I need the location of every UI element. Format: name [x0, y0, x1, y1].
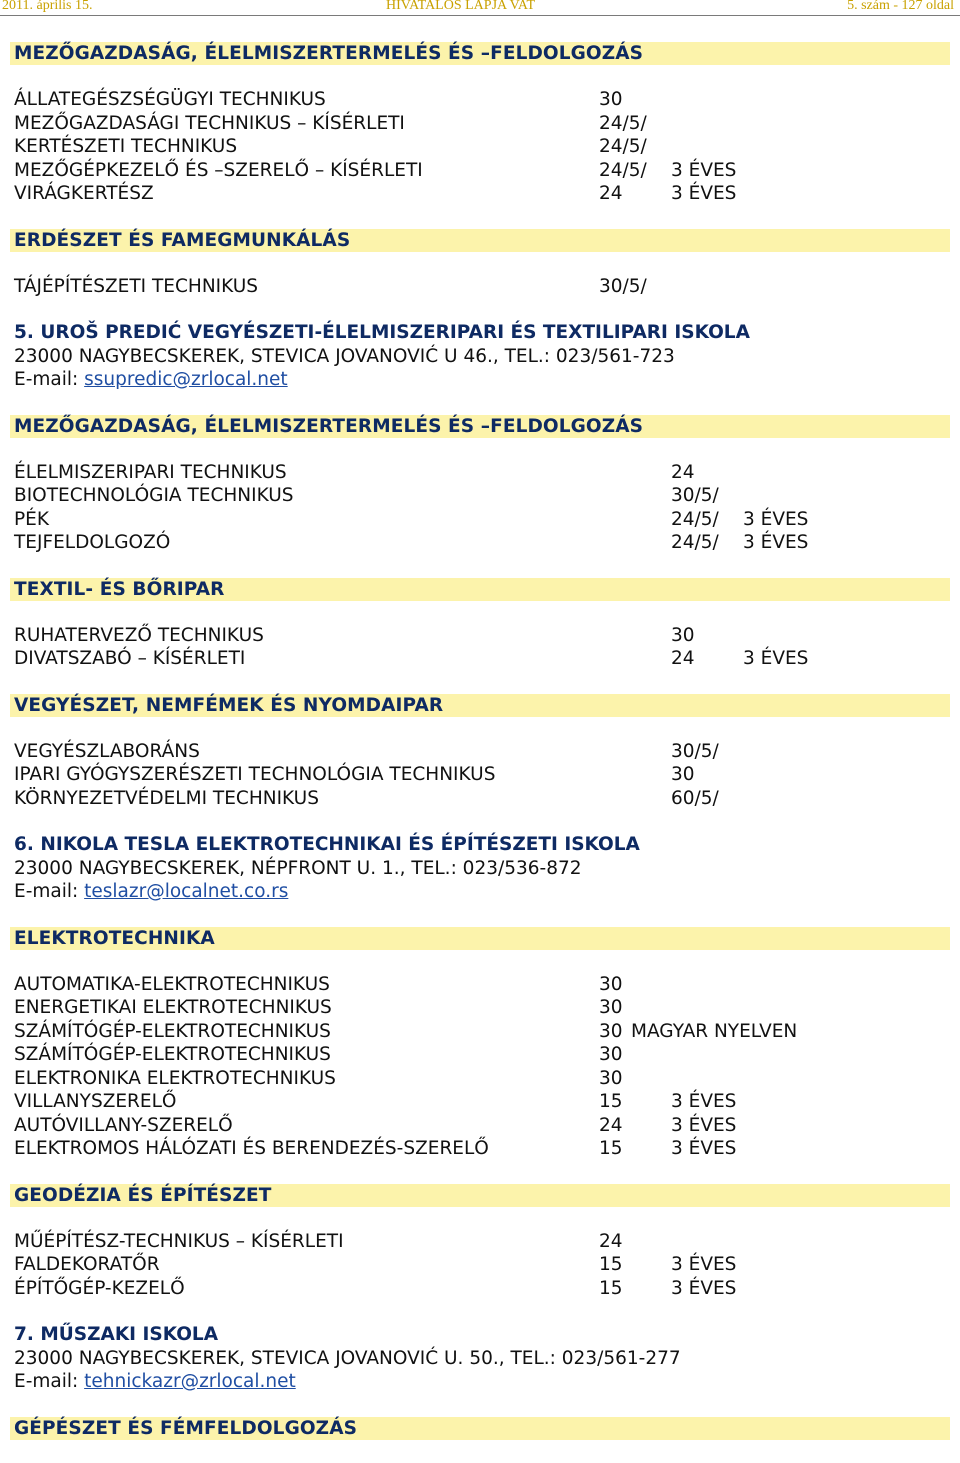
program-quota: 24: [599, 1114, 623, 1136]
school-name: 7. MŰSZAKI ISKOLA: [14, 1324, 219, 1345]
list-item: [10, 763, 950, 787]
school-name: 6. NIKOLA TESLA ELEKTROTECHNIKAI ÉS ÉPÍTÉSZETI ISKOLA: [14, 834, 640, 855]
email-link[interactable]: ssupredic@zrlocal.net: [84, 369, 288, 390]
program-quota: 24/5/: [671, 508, 719, 530]
list-item: [10, 1230, 950, 1254]
list-item: [10, 461, 950, 485]
program-name: IPARI GYÓGYSZERÉSZETI TECHNOLÓGIA TECHNIKUS: [14, 764, 496, 785]
program-note: 3 ÉVES: [671, 159, 737, 181]
program-quota: 30: [599, 1044, 623, 1065]
list-item: [10, 1277, 950, 1301]
program-quota: 24/5/: [599, 136, 647, 157]
list-item: [10, 182, 950, 206]
program-quota: 24: [599, 1230, 623, 1252]
program-quota: 24: [671, 648, 695, 669]
list-item: [10, 531, 950, 555]
program-quota: 24: [599, 183, 623, 204]
program-quota: 24: [671, 461, 695, 483]
list-item: [10, 88, 950, 112]
program-name: AUTOMATIKA-ELEKTROTECHNIKUS: [14, 973, 330, 995]
list-item: [10, 1253, 950, 1277]
program-quota: 24/5/: [599, 112, 647, 134]
program-name: MŰÉPÍTÉSZ-TECHNIKUS – KÍSÉRLETI: [14, 1230, 344, 1252]
email-label: E-mail:: [14, 881, 85, 902]
list-item: [10, 1020, 950, 1044]
list-item: [10, 135, 950, 159]
list-item: [10, 1043, 950, 1067]
page-header: [0, 0, 960, 15]
header-divider: [0, 15, 960, 16]
program-quota: 30: [671, 624, 695, 646]
program-name: RUHATERVEZŐ TECHNIKUS: [14, 624, 264, 646]
program-note: 3 ÉVES: [743, 532, 809, 553]
header-page-number: 5. szám - 127 oldal: [847, 0, 954, 13]
list-item: [10, 1090, 950, 1114]
program-quota: 24/5/: [671, 532, 719, 553]
list-item: [10, 996, 950, 1020]
program-name: TÁJÉPÍTÉSZETI TECHNIKUS: [14, 275, 259, 297]
list-item: [10, 624, 950, 648]
program-name: PÉK: [14, 508, 49, 530]
section-heading: TEXTIL- ÉS BŐRIPAR: [10, 578, 950, 601]
program-name: ELEKTRONIKA ELEKTROTECHNIKUS: [14, 1067, 336, 1089]
program-quota: 30: [599, 1067, 623, 1089]
list-item: [10, 275, 950, 299]
email-link[interactable]: teslazr@localnet.co.rs: [84, 881, 289, 902]
school-address: 23000 NAGYBECSKEREK, STEVICA JOVANOVIĆ U. 50., TEL.: 023/561-277: [14, 1347, 681, 1369]
program-note: 3 ÉVES: [671, 1254, 737, 1275]
program-note: MAGYAR NYELVEN: [631, 1020, 798, 1042]
list-item: [10, 484, 950, 508]
list-item: [10, 973, 950, 997]
program-name: KÖRNYEZETVÉDELMI TECHNIKUS: [14, 787, 319, 809]
program-name: ENERGETIKAI ELEKTROTECHNIKUS: [14, 997, 332, 1018]
program-name: MEZŐGÉPKEZELŐ ÉS –SZERELŐ – KÍSÉRLETI: [14, 159, 423, 181]
email-link[interactable]: tehnickazr@zrlocal.net: [84, 1371, 296, 1392]
school-email: [10, 1370, 950, 1394]
section-heading: MEZŐGAZDASÁG, ÉLELMISZERTERMELÉS ÉS –FELDOLGOZÁS: [10, 415, 950, 438]
school-address: 23000 NAGYBECSKEREK, NÉPFRONT U. 1., TEL.: 023/536-872: [14, 857, 582, 879]
program-quota: 15: [599, 1091, 623, 1112]
list-item: [10, 508, 950, 532]
program-note: 3 ÉVES: [671, 1277, 737, 1299]
program-name: FALDEKORATŐR: [14, 1254, 160, 1275]
program-quota: 30: [599, 89, 623, 110]
program-name: AUTÓVILLANY-SZERELŐ: [14, 1114, 233, 1136]
program-note: 3 ÉVES: [743, 648, 809, 669]
school-name: 5. UROŠ PREDIĆ VEGYÉSZETI-ÉLELMISZERIPARI ÉS TEXTILIPARI ISKOLA: [14, 322, 750, 343]
program-quota: 60/5/: [671, 787, 719, 809]
program-name: VEGYÉSZLABORÁNS: [14, 740, 200, 762]
program-quota: 30: [599, 997, 623, 1018]
program-name: DIVATSZABÓ – KÍSÉRLETI: [14, 648, 246, 669]
program-name: VIRÁGKERTÉSZ: [14, 183, 154, 204]
section-heading: GEODÉZIA ÉS ÉPÍTÉSZET: [10, 1184, 950, 1207]
program-note: 3 ÉVES: [671, 1114, 737, 1136]
list-item: [10, 1137, 950, 1161]
program-name: BIOTECHNOLÓGIA TECHNIKUS: [14, 485, 294, 506]
program-quota: 15: [599, 1254, 623, 1275]
program-note: 3 ÉVES: [671, 1091, 737, 1112]
program-quota: 30/5/: [599, 275, 647, 297]
program-name: TEJFELDOLGOZÓ: [14, 532, 171, 553]
list-item: [10, 1114, 950, 1138]
list-item: [10, 112, 950, 136]
list-item: [10, 787, 950, 811]
program-note: 3 ÉVES: [671, 1138, 737, 1159]
program-quota: 30: [599, 973, 623, 995]
school-email: [10, 368, 950, 392]
list-item: [10, 740, 950, 764]
section-heading: GÉPÉSZET ÉS FÉMFELDOLGOZÁS: [10, 1417, 950, 1440]
section-heading: ELEKTROTECHNIKA: [10, 927, 950, 950]
program-name: ÉPÍTŐGÉP-KEZELŐ: [14, 1277, 185, 1299]
school-email: [10, 880, 950, 904]
program-quota: 15: [599, 1138, 623, 1159]
program-name: SZÁMÍTÓGÉP-ELEKTROTECHNIKUS: [14, 1020, 331, 1042]
program-quota: 15: [599, 1277, 623, 1299]
program-name: KERTÉSZETI TECHNIKUS: [14, 136, 238, 157]
program-note: 3 ÉVES: [743, 508, 809, 530]
section-heading: ERDÉSZET ÉS FAMEGMUNKÁLÁS: [10, 229, 950, 252]
program-name: MEZŐGAZDASÁGI TECHNIKUS – KÍSÉRLETI: [14, 112, 405, 134]
section-heading: VEGYÉSZET, NEMFÉMEK ÉS NYOMDAIPAR: [10, 694, 950, 717]
program-quota: 30/5/: [671, 485, 719, 506]
program-name: SZÁMÍTÓGÉP-ELEKTROTECHNIKUS: [14, 1044, 331, 1065]
program-quota: 30: [671, 764, 695, 785]
program-quota: 24/5/: [599, 159, 647, 181]
program-name: VILLANYSZERELŐ: [14, 1091, 177, 1112]
school-address: 23000 NAGYBECSKEREK, STEVICA JOVANOVIĆ U 46., TEL.: 023/561-723: [14, 345, 675, 367]
document-body: [10, 42, 950, 1440]
list-item: [10, 647, 950, 671]
section-heading: MEZŐGAZDASÁG, ÉLELMISZERTERMELÉS ÉS –FELDOLGOZÁS: [10, 42, 950, 65]
program-name: ÁLLATEGÉSZSÉGÜGYI TECHNIKUS: [14, 89, 326, 110]
email-label: E-mail:: [14, 369, 85, 390]
program-name: ÉLELMISZERIPARI TECHNIKUS: [14, 461, 287, 483]
list-item: [10, 1067, 950, 1091]
program-name: ELEKTROMOS HÁLÓZATI ÉS BERENDEZÉS-SZERELŐ: [14, 1138, 489, 1159]
program-quota: 30: [599, 1020, 623, 1042]
header-date: 2011. április 15.: [2, 0, 93, 13]
program-quota: 30/5/: [671, 740, 719, 762]
email-label: E-mail:: [14, 1371, 85, 1392]
list-item: [10, 159, 950, 183]
program-note: 3 ÉVES: [671, 183, 737, 204]
header-publication: HIVATALOS LAPJA VAT: [386, 0, 536, 13]
